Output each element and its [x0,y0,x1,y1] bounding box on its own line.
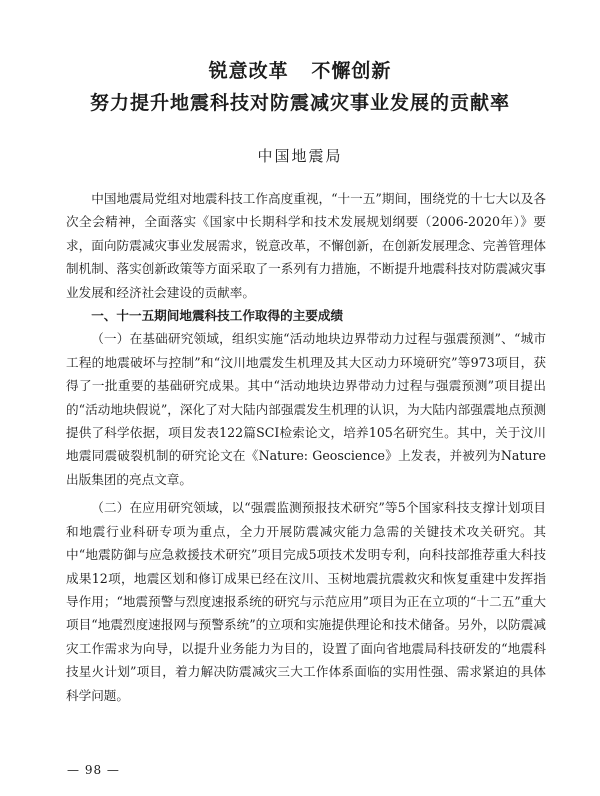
page-number: — 98 — [67,763,120,777]
paragraph-intro: 中国地震局党组对地震科技工作高度重视，“十一五”期间，围绕党的十七大以及各次全会精神，全面落实《国家中长期科学和技术发展规划纲要（2006-2020年）》要求，面向防震减灾事业发展需求，锐意改革，不懈创新，在创新发展理念、完善管理体制机制、落实创新政策等方面采取了一系列有力措施，不断提升地震科技对防震减灾事业发展和经济社会建设的贡献率。 [66,191,546,300]
body-text [66,187,546,707]
section-heading: 一、十一五期间地震科技工作取得的主要成绩 [91,308,344,324]
author: 中国地震局 [257,147,343,165]
title-line-1: 锐意改革 不懈创新 [208,60,392,82]
paragraph-applied-research: （二）在应用研究领域，以“强震监测预报技术研究”等5个国家科技支撑计划项目和地震行业科研专项为重点，全力开展防震减灾能力急需的关键技术攻关研究。其中“地震防御与应急救援技术研究”项目完成5项技术发明专利，向科技部推荐重大科技成果12项，地震区划和修订成果已经在汶川、玉树地震抗震救灾和恢复重建中发挥指导作用；“地震预警与烈度速报系统的研究与示范应用”项目为正在立项的“十二五”重大项目“地震烈度速报网与预警系统”的立项和实施提供理论和技术储备。另外，以防震减灾工作需求为向导，以提升业务能力为目的，设置了面向省地震局科技研发的“地震科技星火计划”项目，着力解决防震减灾三大工作体系面临的实用性强、需求紧迫的具体科学问题。 [66,500,546,703]
title-line-2: 努力提升地震科技对防震减灾事业发展的贡献率 [89,92,510,114]
paragraph-basic-research: （一）在基础研究领域，组织实施“活动地块边界带动力过程与强震预测”、“城市工程的地震破坏与控制”和“汶川地震发生机理及其大区动力环境研究”等973项目，获得了一批重要的基础研究成果。其中“活动地块边界带动力过程与强震预测”项目提出的“活动地块假说”，深化了对大陆内部强震发生机理的认识，为大陆内部强震地点预测提供了科学依据，项目发表122篇SCI检索论文，培养105名研究生。其中，关于汶川地震同震破裂机制的研究论文在《Nature: Geoscience》上发表，并被列为Nature出版集团的亮点文章。 [66,331,546,487]
